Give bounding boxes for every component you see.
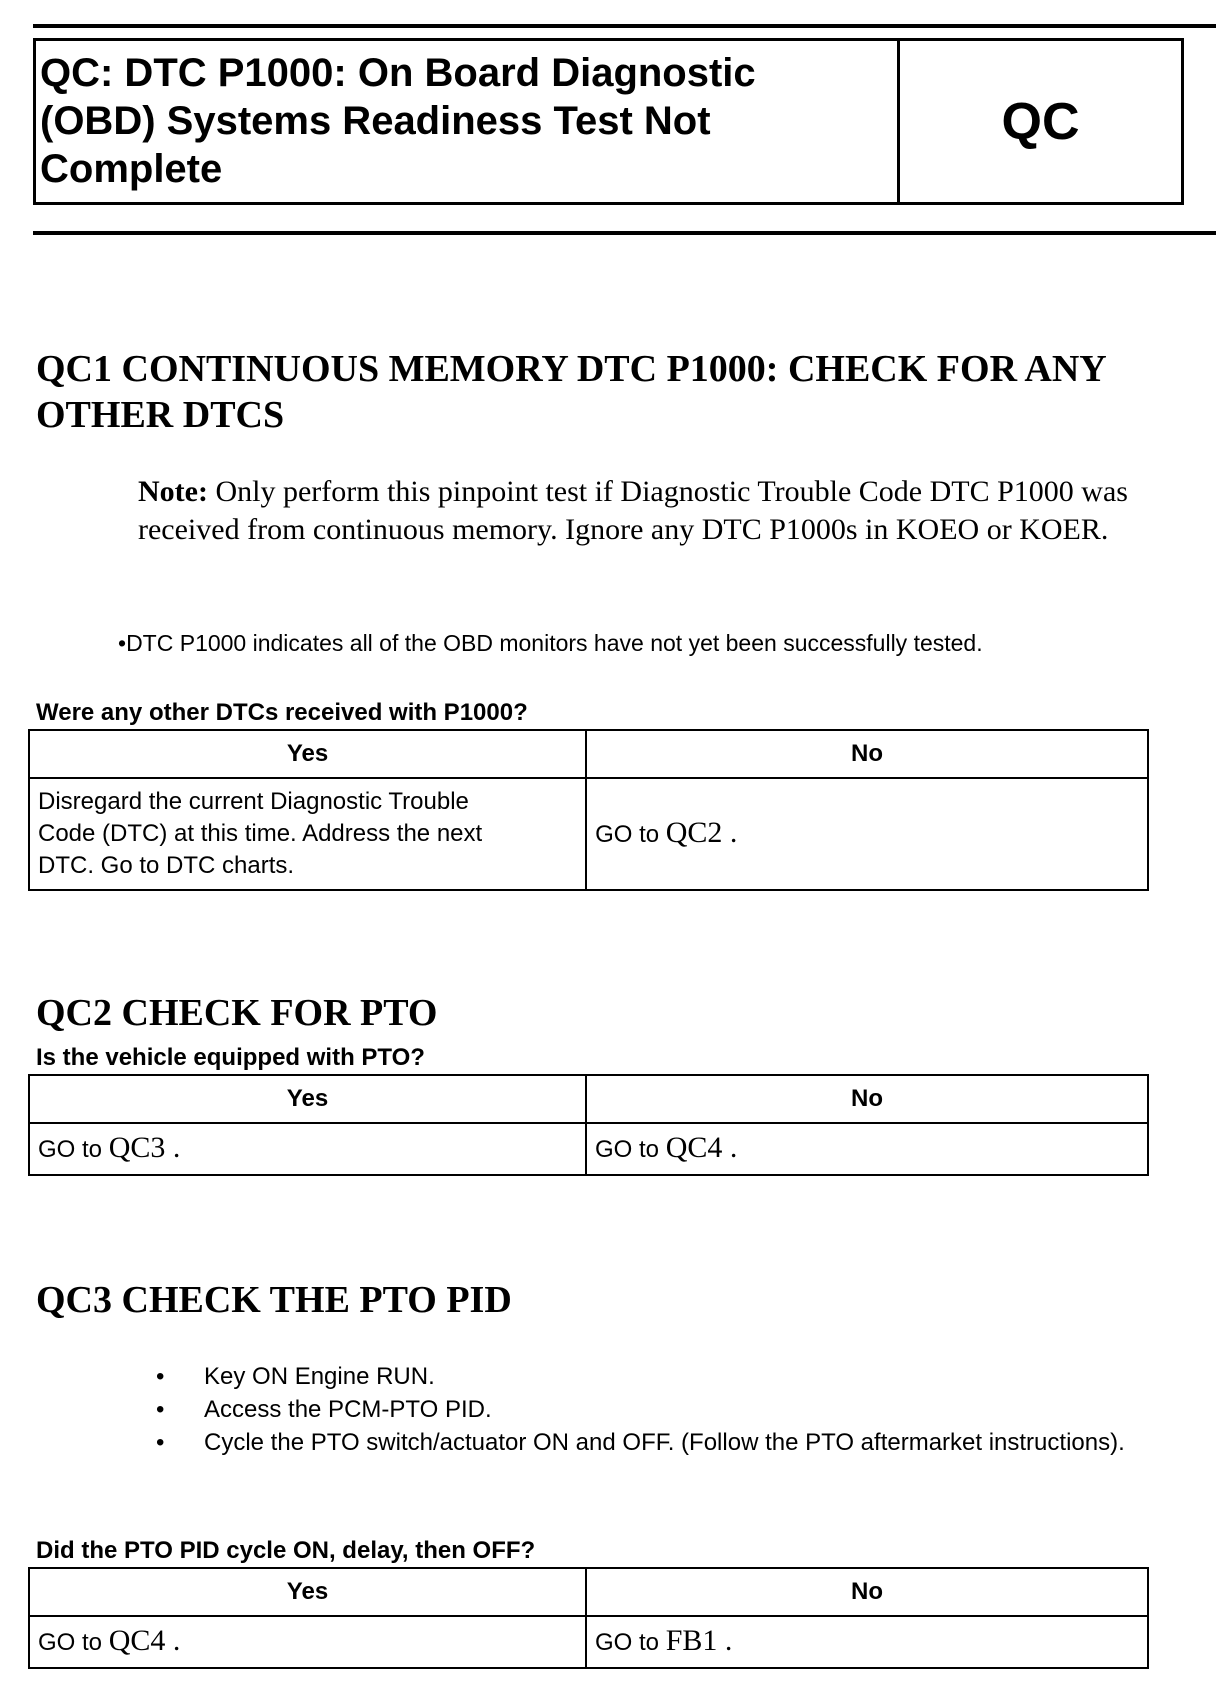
bullet-dot-icon: • [156, 1363, 165, 1390]
qc2-heading: QC2 CHECK FOR PTO [36, 992, 438, 1034]
go-to-label: GO to [595, 1136, 666, 1163]
qc1-bullet-text: DTC P1000 indicates all of the OBD monitors have not yet been successfully tested. [126, 630, 983, 656]
go-to-label: GO to [38, 1136, 109, 1163]
qc3-heading: QC3 CHECK THE PTO PID [36, 1279, 512, 1321]
yes-cell [29, 1123, 586, 1175]
bullet-dot-icon: • [118, 630, 127, 656]
list-item [150, 1360, 1150, 1393]
page-title-line: (OBD) Systems Readiness Test Not [40, 99, 711, 143]
qc1-heading-line: QC1 CONTINUOUS MEMORY DTC P1000: CHECK FOR ANY [36, 348, 1107, 390]
yes-cell [29, 778, 586, 890]
section-code: QC [1001, 92, 1080, 151]
go-to-link-qc4[interactable]: QC4 . [108, 1624, 181, 1657]
go-to-label: GO to [38, 1629, 109, 1656]
bullet-dot-icon: • [156, 1396, 165, 1423]
go-to-link-qc4[interactable]: QC4 . [665, 1131, 738, 1164]
yes-cell [29, 1616, 586, 1668]
no-header: No [586, 730, 1148, 778]
yes-header: Yes [29, 1568, 586, 1616]
yes-cell-line: Code (DTC) at this time. Address the next [38, 820, 483, 847]
no-cell [586, 1123, 1148, 1175]
yes-cell-line: Disregard the current Diagnostic Trouble [38, 788, 469, 815]
header-bottom-rule [33, 231, 1216, 235]
note-label: Note: [138, 475, 208, 508]
go-to-link-qc2[interactable]: QC2 . [665, 816, 738, 849]
go-to-label: GO to [595, 821, 666, 848]
bullet-dot-icon: • [156, 1429, 165, 1456]
list-item-text: Access the PCM-PTO PID. [204, 1396, 492, 1423]
no-cell [586, 1616, 1148, 1668]
page-title-line: QC: DTC P1000: On Board Diagnostic [40, 51, 756, 95]
no-header: No [586, 1568, 1148, 1616]
qc3-question: Did the PTO PID cycle ON, delay, then OFF? [36, 1537, 536, 1564]
qc1-heading [36, 346, 1107, 438]
list-item-text: Key ON Engine RUN. [204, 1363, 435, 1390]
qc2-answer-table [28, 1074, 1149, 1176]
top-rule [33, 24, 1216, 28]
qc2-question: Is the vehicle equipped with PTO? [36, 1044, 425, 1071]
qc1-answer-table [28, 729, 1149, 891]
qc1-note [138, 473, 1188, 549]
page-title-line: Complete [40, 147, 223, 191]
qc1-heading-line: OTHER DTCS [36, 394, 285, 436]
go-to-link-fb1[interactable]: FB1 . [665, 1624, 733, 1657]
yes-header: Yes [29, 1075, 586, 1123]
qc1-bullet [118, 628, 983, 658]
list-item [150, 1426, 1150, 1459]
go-to-label: GO to [595, 1629, 666, 1656]
qc3-answer-table [28, 1567, 1149, 1669]
list-item-text: Cycle the PTO switch/actuator ON and OFF. (Follow the PTO aftermarket instructions). [204, 1429, 1125, 1456]
yes-cell-line: DTC. Go to DTC charts. [38, 852, 295, 879]
yes-header: Yes [29, 730, 586, 778]
qc3-bullet-list [150, 1360, 1150, 1459]
qc1-question: Were any other DTCs received with P1000? [36, 699, 528, 726]
list-item [150, 1393, 1150, 1426]
no-cell [586, 778, 1148, 890]
header-box [33, 38, 1184, 205]
go-to-link-qc3[interactable]: QC3 . [108, 1131, 181, 1164]
note-text: Only perform this pinpoint test if Diagnostic Trouble Code DTC P1000 was received from continuous memory. Ignore any DTC P1000s in KOEO or KOER. [138, 475, 1128, 546]
page-title [40, 49, 900, 193]
no-header: No [586, 1075, 1148, 1123]
